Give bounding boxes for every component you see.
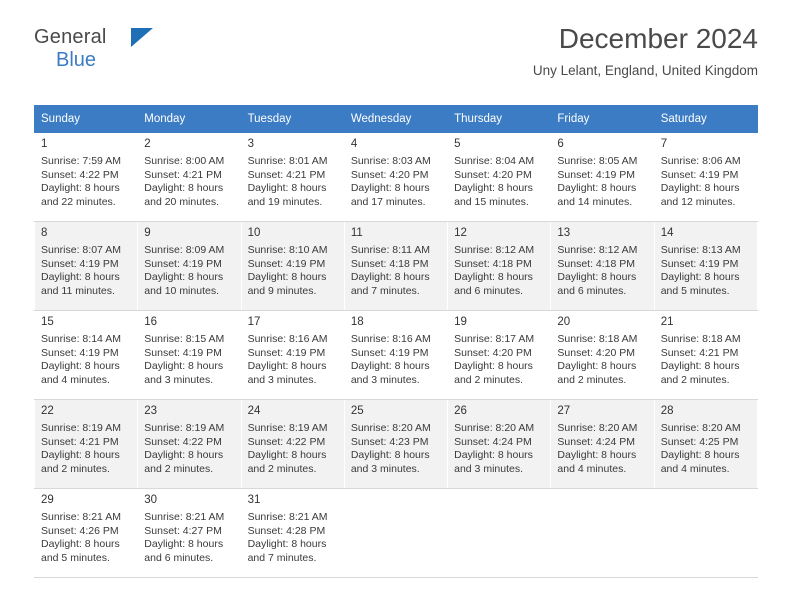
sunset-text: Sunset: 4:20 PM — [454, 346, 532, 359]
calendar-week-row — [35, 311, 758, 400]
title-block — [533, 22, 758, 82]
day-number: 14 — [660, 227, 674, 239]
day-number: 28 — [660, 405, 674, 417]
daylight-text-line1: Daylight: 8 hours — [557, 271, 637, 284]
day-number: 5 — [454, 138, 461, 150]
daylight-text-line2: and 15 minutes. — [454, 195, 529, 208]
daylight-text-line1: Daylight: 8 hours — [454, 360, 533, 373]
sunset-text: Sunset: 4:18 PM — [350, 257, 429, 270]
sunrise-text: Sunrise: 8:12 AM — [557, 244, 638, 256]
day-cell — [344, 222, 447, 311]
sunrise-text: Sunrise: 8:03 AM — [350, 155, 431, 167]
day-number: 31 — [247, 494, 261, 506]
day-number: 3 — [247, 138, 254, 150]
day-cell — [654, 400, 757, 489]
daylight-text-line1: Daylight: 8 hours — [41, 182, 120, 195]
sunrise-text: Sunrise: 8:18 AM — [557, 333, 638, 345]
day-number: 24 — [247, 405, 261, 417]
day-number: 20 — [557, 316, 571, 328]
day-cell — [448, 400, 551, 489]
sunset-text: Sunset: 4:19 PM — [41, 257, 119, 270]
daylight-text-line2: and 17 minutes. — [350, 195, 426, 208]
brand-logo — [34, 26, 234, 76]
daylight-text-line1: Daylight: 8 hours — [41, 538, 120, 551]
day-cell — [448, 222, 551, 311]
sunrise-text: Sunrise: 8:13 AM — [660, 244, 741, 256]
daylight-text-line1: Daylight: 8 hours — [247, 538, 327, 551]
sunset-text: Sunset: 4:24 PM — [557, 435, 636, 448]
day-cell-empty — [448, 489, 551, 578]
daylight-text-line2: and 7 minutes. — [247, 551, 317, 564]
sunset-text: Sunset: 4:19 PM — [144, 257, 222, 270]
sunrise-text: Sunrise: 8:21 AM — [41, 511, 121, 523]
daylight-text-line2: and 3 minutes. — [350, 373, 420, 386]
weekday-header-sunday: Sunday — [35, 106, 138, 133]
day-cell — [654, 133, 757, 222]
calendar-week-row — [35, 222, 758, 311]
day-cell — [448, 133, 551, 222]
sunset-text: Sunset: 4:26 PM — [41, 524, 119, 537]
day-cell — [344, 133, 447, 222]
daylight-text-line2: and 6 minutes. — [454, 284, 524, 297]
daylight-text-line2: and 14 minutes. — [557, 195, 633, 208]
sunrise-text: Sunrise: 8:12 AM — [454, 244, 535, 256]
sunrise-text: Sunrise: 8:10 AM — [247, 244, 328, 256]
sunrise-text: Sunrise: 8:16 AM — [247, 333, 328, 345]
sunrise-text: Sunrise: 8:06 AM — [660, 155, 741, 167]
daylight-text-line2: and 6 minutes. — [144, 551, 214, 564]
day-number: 29 — [41, 494, 54, 506]
daylight-text-line1: Daylight: 8 hours — [557, 182, 637, 195]
day-number: 23 — [144, 405, 158, 417]
day-cell — [35, 400, 138, 489]
day-cell — [654, 311, 757, 400]
day-number: 10 — [247, 227, 261, 239]
day-number: 19 — [454, 316, 467, 328]
sunset-text: Sunset: 4:19 PM — [144, 346, 222, 359]
weekday-header-thursday: Thursday — [448, 106, 551, 133]
daylight-text-line2: and 2 minutes. — [454, 373, 524, 386]
daylight-text-line1: Daylight: 8 hours — [41, 360, 120, 373]
day-cell-empty — [344, 489, 447, 578]
daylight-text-line1: Daylight: 8 hours — [247, 360, 327, 373]
weekday-header-wednesday: Wednesday — [344, 106, 447, 133]
day-number: 30 — [144, 494, 158, 506]
sunset-text: Sunset: 4:19 PM — [247, 346, 326, 359]
daylight-text-line1: Daylight: 8 hours — [247, 449, 327, 462]
daylight-text-line1: Daylight: 8 hours — [41, 449, 120, 462]
sunrise-text: Sunrise: 8:21 AM — [247, 511, 328, 523]
daylight-text-line2: and 6 minutes. — [557, 284, 627, 297]
day-number: 26 — [454, 405, 467, 417]
daylight-text-line2: and 22 minutes. — [41, 195, 116, 208]
daylight-text-line2: and 5 minutes. — [41, 551, 110, 564]
sunrise-text: Sunrise: 8:21 AM — [144, 511, 225, 523]
daylight-text-line1: Daylight: 8 hours — [350, 449, 430, 462]
day-cell — [654, 222, 757, 311]
weekday-header-tuesday: Tuesday — [241, 106, 344, 133]
day-cell — [138, 222, 241, 311]
daylight-text-line2: and 2 minutes. — [144, 462, 214, 475]
sunrise-text: Sunrise: 8:19 AM — [247, 422, 328, 434]
daylight-text-line2: and 3 minutes. — [144, 373, 214, 386]
sunset-text: Sunset: 4:19 PM — [557, 168, 636, 181]
brand-name-blue: Blue — [56, 49, 97, 71]
daylight-text-line1: Daylight: 8 hours — [350, 360, 430, 373]
day-cell — [241, 133, 344, 222]
weekday-header-saturday: Saturday — [654, 106, 757, 133]
daylight-text-line2: and 11 minutes. — [41, 284, 115, 297]
day-number: 25 — [350, 405, 364, 417]
day-cell — [551, 133, 654, 222]
day-number: 22 — [41, 405, 54, 417]
daylight-text-line2: and 9 minutes. — [247, 284, 317, 297]
sunrise-text: Sunrise: 8:01 AM — [247, 155, 328, 167]
sunrise-text: Sunrise: 8:18 AM — [660, 333, 741, 345]
daylight-text-line1: Daylight: 8 hours — [247, 271, 327, 284]
sunrise-text: Sunrise: 8:20 AM — [350, 422, 431, 434]
sunset-text: Sunset: 4:21 PM — [247, 168, 326, 181]
daylight-text-line1: Daylight: 8 hours — [144, 449, 224, 462]
sunset-text: Sunset: 4:21 PM — [144, 168, 222, 181]
day-cell — [241, 400, 344, 489]
day-cell — [551, 400, 654, 489]
calendar-week-row — [35, 133, 758, 222]
day-cell — [241, 222, 344, 311]
daylight-text-line1: Daylight: 8 hours — [660, 271, 740, 284]
calendar-table — [34, 105, 758, 578]
daylight-text-line2: and 10 minutes. — [144, 284, 219, 297]
day-number: 27 — [557, 405, 571, 417]
daylight-text-line2: and 12 minutes. — [660, 195, 736, 208]
sunrise-text: Sunrise: 8:00 AM — [144, 155, 225, 167]
daylight-text-line1: Daylight: 8 hours — [454, 449, 533, 462]
day-number: 9 — [144, 227, 151, 239]
sunset-text: Sunset: 4:19 PM — [350, 346, 429, 359]
daylight-text-line2: and 20 minutes. — [144, 195, 219, 208]
day-cell — [35, 311, 138, 400]
location-subtitle: Uny Lelant, England, United Kingdom — [532, 63, 758, 78]
sunset-text: Sunset: 4:18 PM — [454, 257, 532, 270]
sunset-text: Sunset: 4:21 PM — [660, 346, 739, 359]
daylight-text-line2: and 4 minutes. — [41, 373, 110, 386]
sunset-text: Sunset: 4:23 PM — [350, 435, 429, 448]
day-cell — [344, 400, 447, 489]
flag-icon — [131, 28, 153, 47]
sunrise-text: Sunrise: 8:14 AM — [41, 333, 121, 345]
sunset-text: Sunset: 4:22 PM — [41, 168, 119, 181]
daylight-text-line1: Daylight: 8 hours — [144, 538, 224, 551]
daylight-text-line2: and 3 minutes. — [454, 462, 524, 475]
daylight-text-line1: Daylight: 8 hours — [350, 182, 430, 195]
day-cell — [35, 133, 138, 222]
daylight-text-line1: Daylight: 8 hours — [144, 360, 224, 373]
day-cell — [138, 311, 241, 400]
day-cell — [344, 311, 447, 400]
day-cell — [35, 222, 138, 311]
sunrise-text: Sunrise: 8:16 AM — [350, 333, 431, 345]
daylight-text-line1: Daylight: 8 hours — [660, 360, 740, 373]
sunrise-text: Sunrise: 8:04 AM — [454, 155, 535, 167]
day-cell — [138, 400, 241, 489]
day-number: 6 — [557, 138, 564, 150]
daylight-text-line1: Daylight: 8 hours — [454, 271, 533, 284]
daylight-text-line2: and 2 minutes. — [247, 462, 317, 475]
day-cell — [448, 311, 551, 400]
day-number: 17 — [247, 316, 261, 328]
brand-name-general: General — [34, 26, 107, 48]
sunrise-text: Sunrise: 8:20 AM — [454, 422, 535, 434]
sunrise-text: Sunrise: 8:07 AM — [41, 244, 121, 256]
sunrise-text: Sunrise: 8:19 AM — [144, 422, 225, 434]
sunset-text: Sunset: 4:20 PM — [350, 168, 429, 181]
day-number: 15 — [41, 316, 54, 328]
sunset-text: Sunset: 4:18 PM — [557, 257, 636, 270]
day-number: 16 — [144, 316, 158, 328]
daylight-text-line1: Daylight: 8 hours — [41, 271, 120, 284]
daylight-text-line1: Daylight: 8 hours — [660, 182, 740, 195]
day-cell-empty — [551, 489, 654, 578]
day-cell — [551, 311, 654, 400]
daylight-text-line2: and 2 minutes. — [557, 373, 627, 386]
sunrise-text: Sunrise: 8:19 AM — [41, 422, 121, 434]
daylight-text-line1: Daylight: 8 hours — [454, 182, 533, 195]
calendar-week-row — [35, 489, 758, 578]
day-number: 2 — [144, 138, 151, 150]
sunset-text: Sunset: 4:22 PM — [247, 435, 326, 448]
sunrise-text: Sunrise: 8:17 AM — [454, 333, 535, 345]
daylight-text-line1: Daylight: 8 hours — [247, 182, 327, 195]
day-cell — [35, 489, 138, 578]
sunset-text: Sunset: 4:20 PM — [557, 346, 636, 359]
daylight-text-line1: Daylight: 8 hours — [557, 449, 637, 462]
weekday-header-row — [35, 106, 758, 133]
day-number: 12 — [454, 227, 467, 239]
sunset-text: Sunset: 4:21 PM — [41, 435, 119, 448]
day-number: 18 — [350, 316, 364, 328]
daylight-text-line1: Daylight: 8 hours — [144, 182, 224, 195]
day-number: 8 — [41, 227, 48, 239]
day-cell — [551, 222, 654, 311]
daylight-text-line2: and 3 minutes. — [350, 462, 420, 475]
daylight-text-line2: and 4 minutes. — [557, 462, 627, 475]
sunrise-text: Sunrise: 8:11 AM — [350, 244, 431, 256]
sunset-text: Sunset: 4:28 PM — [247, 524, 326, 537]
sunrise-text: Sunrise: 8:15 AM — [144, 333, 225, 345]
page-title: December 2024 — [558, 23, 758, 54]
day-number: 7 — [660, 138, 668, 150]
daylight-text-line1: Daylight: 8 hours — [350, 271, 430, 284]
sunrise-text: Sunrise: 8:09 AM — [144, 244, 225, 256]
sunset-text: Sunset: 4:19 PM — [247, 257, 326, 270]
day-number: 13 — [557, 227, 571, 239]
daylight-text-line2: and 3 minutes. — [247, 373, 317, 386]
day-cell — [138, 489, 241, 578]
page-header — [34, 0, 758, 78]
daylight-text-line1: Daylight: 8 hours — [660, 449, 740, 462]
day-number: 1 — [41, 138, 48, 150]
daylight-text-line2: and 2 minutes. — [660, 373, 730, 386]
sunset-text: Sunset: 4:25 PM — [660, 435, 739, 448]
sunset-text: Sunset: 4:22 PM — [144, 435, 222, 448]
daylight-text-line2: and 5 minutes. — [660, 284, 730, 297]
daylight-text-line2: and 7 minutes. — [350, 284, 420, 297]
sunset-text: Sunset: 4:27 PM — [144, 524, 222, 537]
day-cell-empty — [654, 489, 757, 578]
sunrise-text: Sunrise: 8:20 AM — [660, 422, 741, 434]
daylight-text-line1: Daylight: 8 hours — [557, 360, 637, 373]
day-number: 11 — [350, 227, 363, 239]
calendar-week-row — [35, 400, 758, 489]
weekday-header-monday: Monday — [138, 106, 241, 133]
weekday-header-friday: Friday — [551, 106, 654, 133]
sunset-text: Sunset: 4:24 PM — [454, 435, 532, 448]
day-number: 21 — [660, 316, 674, 328]
sunrise-text: Sunrise: 7:59 AM — [41, 155, 121, 167]
sunset-text: Sunset: 4:20 PM — [454, 168, 532, 181]
daylight-text-line2: and 19 minutes. — [247, 195, 323, 208]
daylight-text-line2: and 4 minutes. — [660, 462, 730, 475]
sunset-text: Sunset: 4:19 PM — [660, 257, 739, 270]
day-number: 4 — [350, 138, 358, 150]
daylight-text-line2: and 2 minutes. — [41, 462, 110, 475]
day-cell — [241, 311, 344, 400]
daylight-text-line1: Daylight: 8 hours — [144, 271, 224, 284]
sunrise-text: Sunrise: 8:05 AM — [557, 155, 638, 167]
sunrise-text: Sunrise: 8:20 AM — [557, 422, 638, 434]
sunset-text: Sunset: 4:19 PM — [41, 346, 119, 359]
day-cell — [138, 133, 241, 222]
day-cell — [241, 489, 344, 578]
sunset-text: Sunset: 4:19 PM — [660, 168, 739, 181]
